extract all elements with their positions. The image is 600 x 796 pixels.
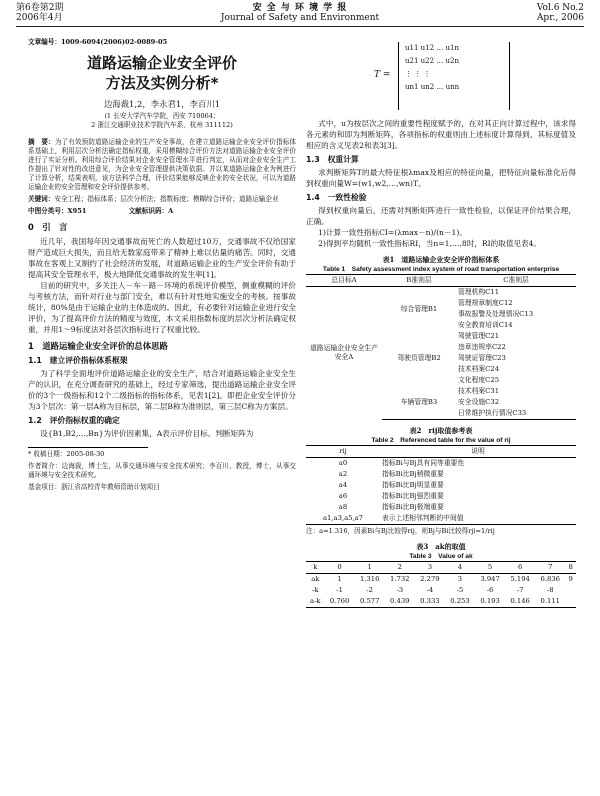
table-cell: 6 — [505, 562, 535, 574]
journal-volume: Vol.6 No.2 Apr., 2006 — [536, 3, 584, 23]
table-cell: 4 — [445, 562, 475, 574]
table-cell: 2.279 — [420, 575, 440, 583]
section-1-4-title: 1.4 一致性检验 — [306, 193, 367, 202]
table-cell — [565, 596, 576, 608]
table-cell: 3.947 — [480, 575, 500, 583]
table-3 — [306, 561, 576, 608]
table-cell-c: 驾驶证管理C23 — [458, 354, 506, 362]
table-row — [306, 562, 576, 574]
section-1-1-paragraph: 为了科学全面地评价道路运输企业的安全生产，结合对道路运输企业安全生产的认识，在充分调查研究的基础上，经过专家筛选，提出道路运输企业安全评价的3个一级指标和12个二级指标的指标体系，见表1[2]。即把企业安全评价分为3个层次：第一层A称为目标层，第二层B称为准则层，第三层C称为方案层。 — [28, 369, 296, 411]
section-1-title: 1 道路运输企业安全评价的总体思路 — [28, 341, 168, 351]
table-header-cell: B准则层 — [382, 275, 456, 287]
table-cell-c: 日常维护执行情况C33 — [456, 408, 576, 420]
table-header-cell: rij — [306, 446, 380, 458]
section-1-3-paragraph: 求判断矩阵T的最大特征根λmax及相应的特征向量，把特征向量标准化后得到权重向量W=(w1,w2,…,wn)T。 — [306, 168, 576, 188]
table-cell: 0.193 — [475, 596, 505, 608]
article-number: 文章编号：1009-6094(2006)02-0089-05 — [28, 38, 168, 46]
table-cell: 5 — [475, 562, 505, 574]
table-cell: 1.732 — [390, 575, 410, 583]
table-cell: 表示上述相邻判断的中间值 — [380, 513, 576, 525]
table-cell: -k — [312, 586, 319, 594]
section-1-2-paragraph: 设{B1,B2,…,Bn}为评价因素集，A表示评价目标。判断矩阵为 — [40, 429, 254, 438]
table-2-caption-cn: 表2 rij取值参考表 — [409, 426, 473, 435]
section-1-4-step-2: 2)得到平均随机一致性指标RI，当n=1,…,8时，RI的取值见表4。 — [318, 239, 542, 248]
table-cell-b: 综合管理B1 — [400, 304, 438, 313]
table-row — [306, 513, 576, 525]
table-cell: 3 — [457, 575, 463, 583]
footnote-rule — [28, 447, 148, 448]
table-1-caption-en: Table 1 Safety assessment index system of road transportation enterprise — [322, 266, 560, 273]
footnote-date: * 收稿日期：2005-08-30 — [28, 450, 105, 458]
section-1-4-step-1: 1)计算一致性指标CI=(λmax－n)/(n－1)。 — [318, 228, 467, 237]
table-cell: ak — [311, 575, 320, 583]
table-header-cell: 说明 — [380, 446, 576, 458]
table-cell-c: 管理规章制度C12 — [458, 299, 513, 307]
table-cell: -6 — [486, 586, 494, 594]
table-cell: 1 — [355, 562, 385, 574]
affiliation-2: 2 浙江交通职业技术学院汽车系，杭州 311112) — [91, 121, 233, 129]
table-cell: 6.836 — [540, 575, 560, 583]
table-row — [306, 287, 576, 299]
table-header-cell: C准则层 — [456, 275, 576, 287]
table-cell: 0.253 — [445, 596, 475, 608]
table-cell-c: 驾驶管理C21 — [458, 332, 500, 340]
table-cell: 指标Bi比Bj明显重要 — [382, 481, 444, 489]
table-cell: -2 — [366, 586, 373, 594]
matrix-label: T = — [374, 70, 391, 80]
table-cell: a1,a3,a5,a7 — [306, 513, 380, 525]
table-2-caption-en: Table 2 Referenced table for the value of rij — [371, 437, 511, 444]
table-cell: -8 — [546, 586, 554, 594]
authors: 边海裁1,2，李永君1，李百川1 — [103, 99, 221, 109]
journal-name-cn: 安 全 与 环 境 学 报 — [252, 3, 348, 13]
table-cell: a0 — [338, 459, 348, 467]
table-cell — [565, 585, 576, 596]
table-cell: 0.760 — [325, 596, 355, 608]
table-cell: a4 — [338, 481, 348, 489]
abstract-label: 摘 要： — [28, 138, 55, 146]
table-cell-c: 安全教育培训C14 — [458, 321, 513, 329]
table-1-caption-cn: 表1 道路运输企业安全评价指标体系 — [382, 255, 500, 264]
matrix-row: ⋮ ⋮ ⋮ — [405, 70, 431, 78]
journal-name-en: Journal of Safety and Environment — [220, 13, 380, 23]
table-cell: -1 — [336, 586, 343, 594]
section-0-paragraph-1: 近几年，我国每年因交通事故而死亡的人数超过10万，交通事故不仅给国家财产造成巨大损失，而且给无数家庭带来了精神上难以估量的痛苦。同时，交通事故在客观上又制约了社会经济的发展，对道路运输企业的生产安全评价有助于提高其安全管理水平，极大地降低交通事故的发生率[1]。 — [28, 237, 296, 279]
table-cell: 7 — [535, 562, 565, 574]
table-row — [306, 275, 576, 287]
table-cell: a2 — [338, 470, 348, 478]
keywords-label: 关键词： — [28, 195, 55, 203]
table-cell-c: 技术档案C31 — [458, 387, 500, 395]
table-row — [306, 574, 576, 586]
table-cell: 指标Bi比Bj稍微重要 — [382, 470, 444, 478]
title-line-2: 方法及实例分析* — [105, 74, 219, 92]
table-cell: a-k — [306, 596, 325, 608]
footnote-fund: 基金项目：浙江省高校青年教师资助计划项目 — [28, 482, 160, 491]
abstract-text: 为了有效预防道路运输企业的生产安全事故，在建立道路运输企业安全评价指标体系基础上，利用层次分析法确定指标权重，采用模糊综合评价方法对道路运输企业安全评价进行了实证分析。利用综合评价结果对企业安全管理水平进行判定，从而对企业安全生产工作提出了针对性的改进意见，为企业安全管理提供决策依据。并以某道路运输企业为例进行了计算分析，结果表明，该方法科学合理，评价结果能够反映企业的安全状况，可以为道路运输企业的安全管理和安全评价提供参考。 — [28, 138, 296, 191]
abstract — [28, 138, 296, 192]
matrix-row: u21 u22 … u2n — [405, 57, 459, 65]
table-row — [306, 469, 576, 480]
table-cell: -3 — [396, 586, 404, 594]
section-1-1-title: 1.1 建立评价指标体系框架 — [28, 356, 128, 365]
matrix-body — [398, 42, 510, 110]
section-1-2-title: 1.2 评价指标权重的确定 — [28, 416, 120, 425]
table-1 — [306, 274, 576, 420]
table-cell: -4 — [426, 586, 434, 594]
table-row — [306, 446, 576, 458]
matrix-row: un1 un2 … unn — [405, 83, 460, 91]
table-header-cell: 总目标A — [306, 275, 382, 287]
table-cell: 指标Bi比Bj强烈重要 — [382, 492, 444, 500]
table-cell: 2 — [385, 562, 415, 574]
table-cell: 1.316 — [359, 575, 380, 583]
keywords-text: 安全工程；指标体系；层次分析法；指数标度；模糊综合评价；道路运输企业 — [54, 195, 279, 203]
table-cell: 0.333 — [415, 596, 445, 608]
table-row — [306, 491, 576, 502]
table-cell: 0.111 — [535, 596, 565, 608]
table-cell: 0.146 — [505, 596, 535, 608]
doc-code: 文献标识码：A — [128, 207, 174, 215]
table-2 — [306, 445, 576, 525]
table-row — [306, 596, 576, 608]
table-cell-c: 安全设施C32 — [458, 398, 500, 406]
section-0-title: 0 引 言 — [28, 222, 68, 232]
section-0-paragraph-2: 目前的研究中，多关注人－车－路－环境的系统评价模型，侧重模糊的评价与考核方法，而针对行业与部门安全，难以有针对性地实施安全的考核。按事故统计，80%是由于运输企业的主体造成的。因此，有必要针对运输企业进行安全评价，为了提高评价方法的精度与效度，本文采用指数标度的层次分析法确定权重，并用1～9标度法对各层次指标进行了权重比较。 — [28, 281, 296, 334]
table-cell: a8 — [338, 503, 348, 511]
table-row — [306, 585, 576, 596]
table-3-caption-cn: 表3 ak的取值 — [416, 542, 466, 551]
classification — [28, 207, 296, 216]
title-line-1: 道路运输企业安全评价 — [86, 54, 237, 72]
table-cell: a6 — [338, 492, 348, 500]
section-1-3-title: 1.3 权重计算 — [306, 155, 359, 164]
right-column — [306, 38, 576, 608]
table-cell: 9 — [568, 575, 573, 583]
table-row — [306, 458, 576, 470]
table-cell: 5.194 — [510, 575, 530, 583]
table-3-caption-en: Table 3 Value of ak — [409, 553, 473, 560]
table-row — [306, 502, 576, 513]
table-cell: 8 — [565, 562, 576, 574]
table-cell-c: 文化程度C25 — [458, 376, 500, 384]
table-cell: 指标Bi比Bj极端重要 — [382, 503, 444, 511]
table-cell: 0.577 — [355, 596, 385, 608]
table-cell-c: 违章违规率C22 — [458, 343, 506, 351]
left-column — [28, 38, 296, 492]
table-cell: 0 — [325, 562, 355, 574]
table-cell: -7 — [516, 586, 524, 594]
journal-name — [16, 3, 584, 23]
section-1-4-paragraph: 得到权重向量后，还需对判断矩阵进行一致性检验，以保证评价结果合理，正确。 — [306, 206, 576, 226]
table-cell-b: 车辆管理B3 — [382, 386, 456, 420]
table-cell: 0.439 — [385, 596, 415, 608]
table-cell-c: 管理机构C11 — [458, 288, 500, 296]
table-row — [306, 480, 576, 491]
table-cell: -5 — [456, 586, 464, 594]
affiliation-1: (1 长安大学汽车学院，西安 710064； — [104, 112, 220, 120]
judgment-matrix — [306, 42, 576, 112]
page-header — [16, 2, 584, 27]
table-cell-b: 驾驶员管理B2 — [397, 354, 441, 362]
footnote-author: 作者简介：边海裁，博士生，从事交通环境与安全技术研究；李百川，教授，博士，从事交通环境与安全技术研究。 — [28, 461, 296, 479]
table-cell: 指标Bi与Bj具有同等重要性 — [382, 459, 465, 467]
table-cell: k — [306, 562, 325, 574]
table-cell-c: 事故报警及处理情况C13 — [458, 310, 534, 318]
clc-number: 中图分类号：X951 — [28, 207, 87, 215]
table-cell-c: 技术档案C24 — [458, 365, 500, 373]
right-paragraph-1: 式中，u为按层次之间的重要性程度赋予的，在对其正向计算过程中，该求得各元素的和即为判断矩阵，各项指标的权重则由上述标度计算得到，其标度值及相应的含义见表2和表3[3]。 — [306, 119, 576, 150]
table-cell: 1 — [337, 575, 342, 583]
table-2-note: 注：a=1.316，因素Bi与Bj比较得rij，则Bj与Bi比较得rji=1/rij — [306, 527, 495, 535]
table-cell: 3 — [415, 562, 445, 574]
journal-issue: 第6卷第2期 2006年4月 — [16, 3, 64, 23]
keywords — [28, 195, 296, 204]
table-cell-target: 道路运输企业安全生产安全A — [310, 344, 378, 362]
matrix-row: u11 u12 … u1n — [405, 44, 459, 52]
